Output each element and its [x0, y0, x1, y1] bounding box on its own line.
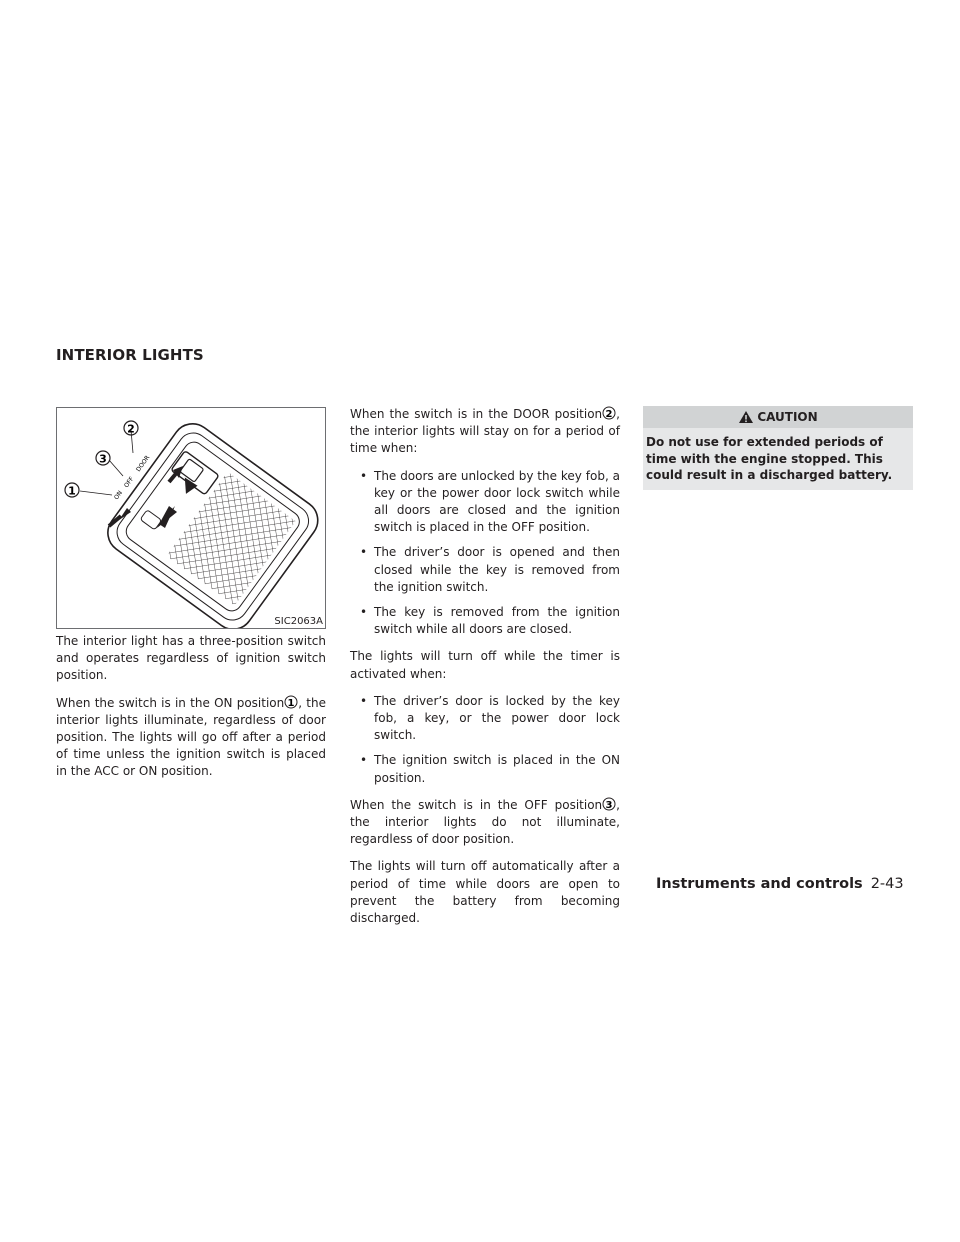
list-item: • The key is removed from the ignition switch while all doors are closed.	[360, 605, 620, 637]
bullet-icon: •	[360, 753, 368, 768]
section-title: INTERIOR LIGHTS	[56, 346, 204, 364]
callout-3	[96, 451, 110, 466]
callout-1	[65, 483, 79, 498]
svg-text:2: 2	[605, 409, 613, 420]
auto-off-paragraph: The lights will turn off automatically after a period of time while doors are open to prevent the battery from becoming discharged.	[350, 859, 620, 926]
caution-text: Do not use for extended periods of time with the engine stopped. This could result in a discharged battery.	[646, 435, 893, 482]
warning-triangle-icon	[738, 410, 754, 424]
column-right	[643, 406, 913, 490]
svg-text:3: 3	[99, 452, 107, 466]
page-footer	[656, 876, 904, 892]
callout-2	[124, 421, 138, 436]
list-item: • The doors are unlocked by the key fob, a key or the power door lock switch while all doors are closed and the ignition switch is placed in the OFF position.	[360, 468, 620, 535]
switch-label-off: OFF	[122, 475, 136, 490]
footer-section: Instruments and controls	[656, 876, 863, 892]
list-item: • The driver’s door is opened and then closed while the key is removed from the ignition switch.	[360, 545, 620, 594]
bullet-icon: •	[360, 468, 368, 483]
caution-box	[643, 406, 913, 490]
svg-text:2: 2	[127, 422, 135, 436]
door-position-paragraph: When the switch is in the DOOR position 2 , the interior lights will stay on for a period of time when:	[350, 407, 620, 456]
page-number: 2-43	[870, 876, 904, 892]
interior-light-figure	[56, 407, 326, 629]
callout-3-icon	[602, 797, 616, 811]
intro-paragraph: The interior light has a three-position switch and operates regardless of ignition switch position.	[56, 634, 326, 683]
bullet-icon: •	[360, 693, 368, 708]
timer-conditions-list	[350, 693, 620, 787]
list-item: • The driver’s door is locked by the key fob, a key, or the power door lock switch.	[360, 693, 620, 743]
list-item: • The ignition switch is placed in the ON position.	[360, 753, 620, 785]
column-middle	[350, 406, 620, 937]
callout-1-icon	[284, 695, 298, 709]
interior-light-illustration	[57, 408, 326, 629]
callout-2-icon	[602, 406, 616, 420]
svg-text:1: 1	[287, 697, 295, 709]
door-conditions-list	[350, 468, 620, 639]
svg-text:3: 3	[605, 799, 613, 811]
switch-label-on: ON	[112, 489, 125, 502]
bullet-icon: •	[360, 605, 368, 620]
off-position-paragraph: When the switch is in the OFF position 3 , the interior lights do not illuminate, regardless of door position.	[350, 797, 620, 847]
bullet-icon: •	[360, 545, 368, 560]
timer-paragraph: The lights will turn off while the timer is activated when:	[350, 649, 620, 681]
caution-header	[643, 406, 913, 428]
column-left	[56, 633, 326, 791]
switch-label-door: DOOR	[134, 454, 152, 474]
svg-text:1: 1	[68, 484, 76, 498]
caution-title: CAUTION	[757, 410, 818, 424]
figure-code: SIC2063A	[274, 616, 323, 627]
on-position-paragraph: When the switch is in the ON position 1 , the interior lights illuminate, regardless of door position. The lights will go off after a period of time unless the ignition switch is placed in the ACC or ON position.	[56, 695, 326, 779]
